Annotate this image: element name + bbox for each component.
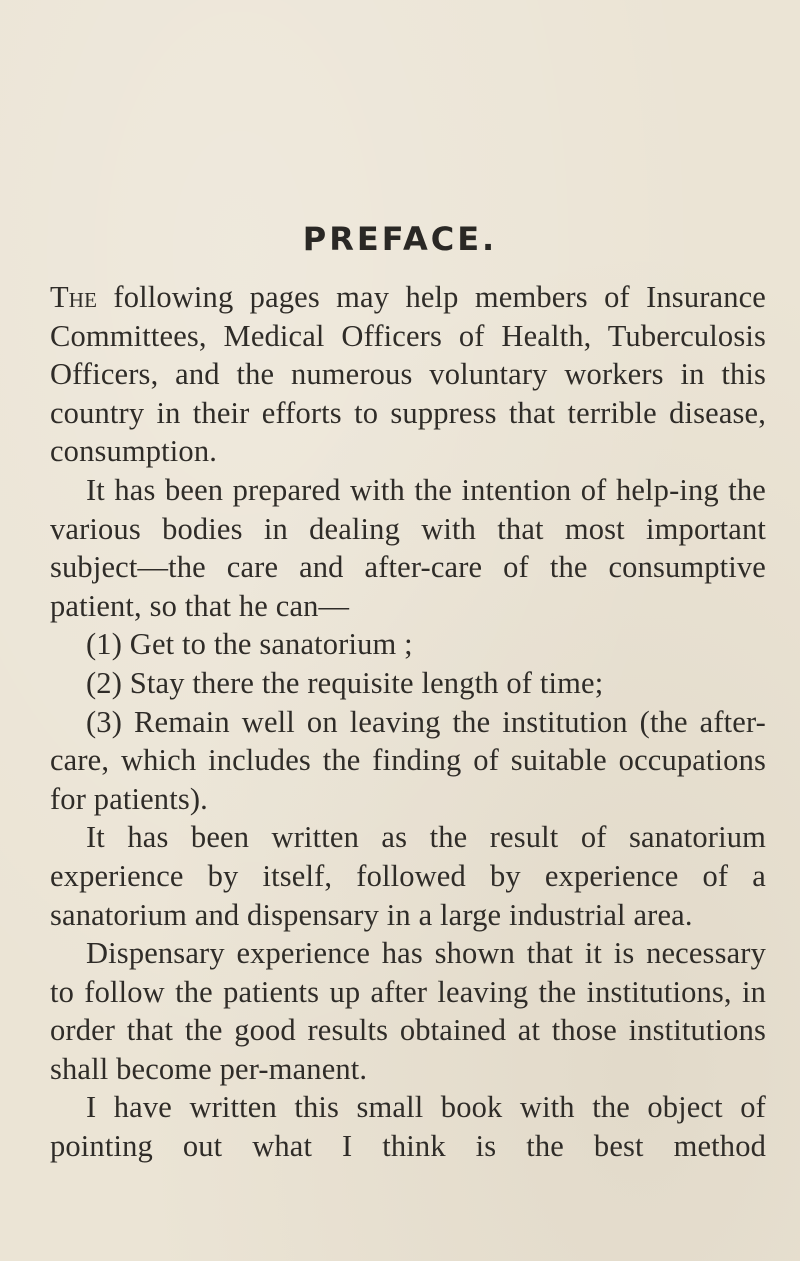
page-title: PREFACE. [302,220,498,258]
paragraph-2: It has been prepared with the intention of help-ing the various bodies in dealing with that most important subject—the care and after-care of the consumptive patient, so that he can— [50,472,766,623]
preface-body [50,278,766,1166]
list-item-1: (1) Get to the sanatorium ; [86,627,413,662]
paragraph-1 [50,278,766,471]
paragraph-4: Dispensary experience has shown that it is necessary to follow the patients up after leaving the institutions, in order that the good results obtained at those institutions shall become per-manent. [50,936,766,1086]
paragraph-1-text: following pages may help members of Insurance Committees, Medical Officers of Health, Tuberculosis Officers, and the numerous voluntary workers in this country in their efforts to suppress that terrible disease, consumption. [50,280,766,469]
list-item-2: (2) Stay there the requisite length of time; [86,665,604,700]
paragraph-3: It has been written as the result of sanatorium experience by itself, followed by experience of a sanatorium and dispensary in a large industrial area. [50,820,766,932]
paragraph-5: I have written this small book with the object of pointing out what I think is the best method [50,1090,766,1164]
list-item-3: (3) Remain well on leaving the institution (the after-care, which includes the finding of suitable occupations for patients). [50,704,766,816]
paragraph-1-lead: The [50,280,98,314]
